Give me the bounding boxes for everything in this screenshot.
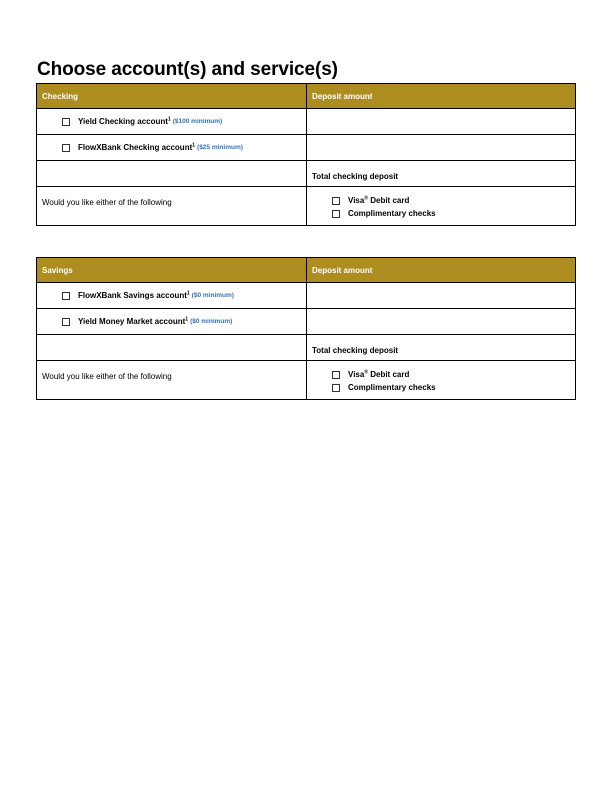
savings-extras-row xyxy=(37,360,575,399)
yield-checking-minimum: ($100 minimum) xyxy=(172,118,223,125)
yield-money-market-minimum: ($0 minimum) xyxy=(190,318,233,325)
flowxbank-savings-checkbox[interactable] xyxy=(62,292,70,300)
checking-account-row xyxy=(37,108,575,134)
checking-extras-row xyxy=(37,186,575,225)
checking-total-field[interactable] xyxy=(307,161,575,186)
checking-total-row xyxy=(37,160,575,186)
savings-total-field[interactable] xyxy=(307,335,575,360)
checking-table xyxy=(36,83,576,226)
checking-extras-question: Would you like either of the following xyxy=(42,198,172,207)
footnote-marker: 1 xyxy=(167,116,171,123)
savings-complimentary-checks-checkbox[interactable] xyxy=(332,384,340,392)
registered-mark: ® xyxy=(364,369,368,376)
checking-header-row xyxy=(37,84,575,108)
yield-money-market-checkbox[interactable] xyxy=(62,318,70,326)
checking-complimentary-checks-option[interactable] xyxy=(332,209,436,218)
checking-visa-debit-checkbox[interactable] xyxy=(332,197,340,205)
flowxbank-savings-option[interactable] xyxy=(62,291,234,300)
flowxbank-savings-label: FlowXBank Savings account xyxy=(78,291,187,300)
debit-card-label: Debit card xyxy=(368,370,410,379)
visa-label: Visa xyxy=(348,370,365,379)
yield-money-market-option[interactable] xyxy=(62,317,232,326)
yield-checking-checkbox[interactable] xyxy=(62,118,70,126)
checking-account-row xyxy=(37,134,575,160)
savings-header: Savings xyxy=(37,258,307,282)
savings-total-row xyxy=(37,334,575,360)
savings-total-label: Total checking deposit xyxy=(312,346,399,355)
footnote-marker: 1 xyxy=(186,290,190,297)
savings-extras-question: Would you like either of the following xyxy=(42,372,172,381)
flowxbank-checking-option[interactable] xyxy=(62,143,243,152)
complimentary-checks-label: Complimentary checks xyxy=(348,209,436,218)
flowxbank-savings-minimum: ($0 minimum) xyxy=(191,292,234,299)
complimentary-checks-label: Complimentary checks xyxy=(348,383,436,392)
savings-complimentary-checks-option[interactable] xyxy=(332,383,436,392)
savings-account-row xyxy=(37,308,575,334)
visa-label: Visa xyxy=(348,196,365,205)
checking-total-label: Total checking deposit xyxy=(312,172,399,181)
footnote-marker: 1 xyxy=(192,142,196,149)
checking-visa-debit-option[interactable] xyxy=(332,196,409,205)
yield-money-market-label: Yield Money Market account xyxy=(78,317,186,326)
footnote-marker: 1 xyxy=(185,316,189,323)
flowxbank-checking-checkbox[interactable] xyxy=(62,144,70,152)
checking-header: Checking xyxy=(37,84,307,108)
flowxbank-checking-minimum: ($25 minimum) xyxy=(197,144,243,151)
flowxbank-savings-deposit-field[interactable] xyxy=(307,283,575,308)
savings-account-row xyxy=(37,282,575,308)
savings-deposit-header: Deposit amount xyxy=(312,266,373,275)
checking-complimentary-checks-checkbox[interactable] xyxy=(332,210,340,218)
flowxbank-checking-deposit-field[interactable] xyxy=(307,135,575,160)
yield-checking-option[interactable] xyxy=(62,117,222,126)
registered-mark: ® xyxy=(364,195,368,202)
page-title: Choose account(s) and service(s) xyxy=(37,59,338,80)
savings-table xyxy=(36,257,576,400)
yield-checking-label: Yield Checking account xyxy=(78,117,168,126)
debit-card-label: Debit card xyxy=(368,196,410,205)
savings-visa-debit-checkbox[interactable] xyxy=(332,371,340,379)
checking-deposit-header: Deposit amount xyxy=(312,92,373,101)
savings-visa-debit-option[interactable] xyxy=(332,370,409,379)
flowxbank-checking-label: FlowXBank Checking account xyxy=(78,143,193,152)
yield-money-market-deposit-field[interactable] xyxy=(307,309,575,334)
savings-header-row xyxy=(37,258,575,282)
yield-checking-deposit-field[interactable] xyxy=(307,109,575,134)
